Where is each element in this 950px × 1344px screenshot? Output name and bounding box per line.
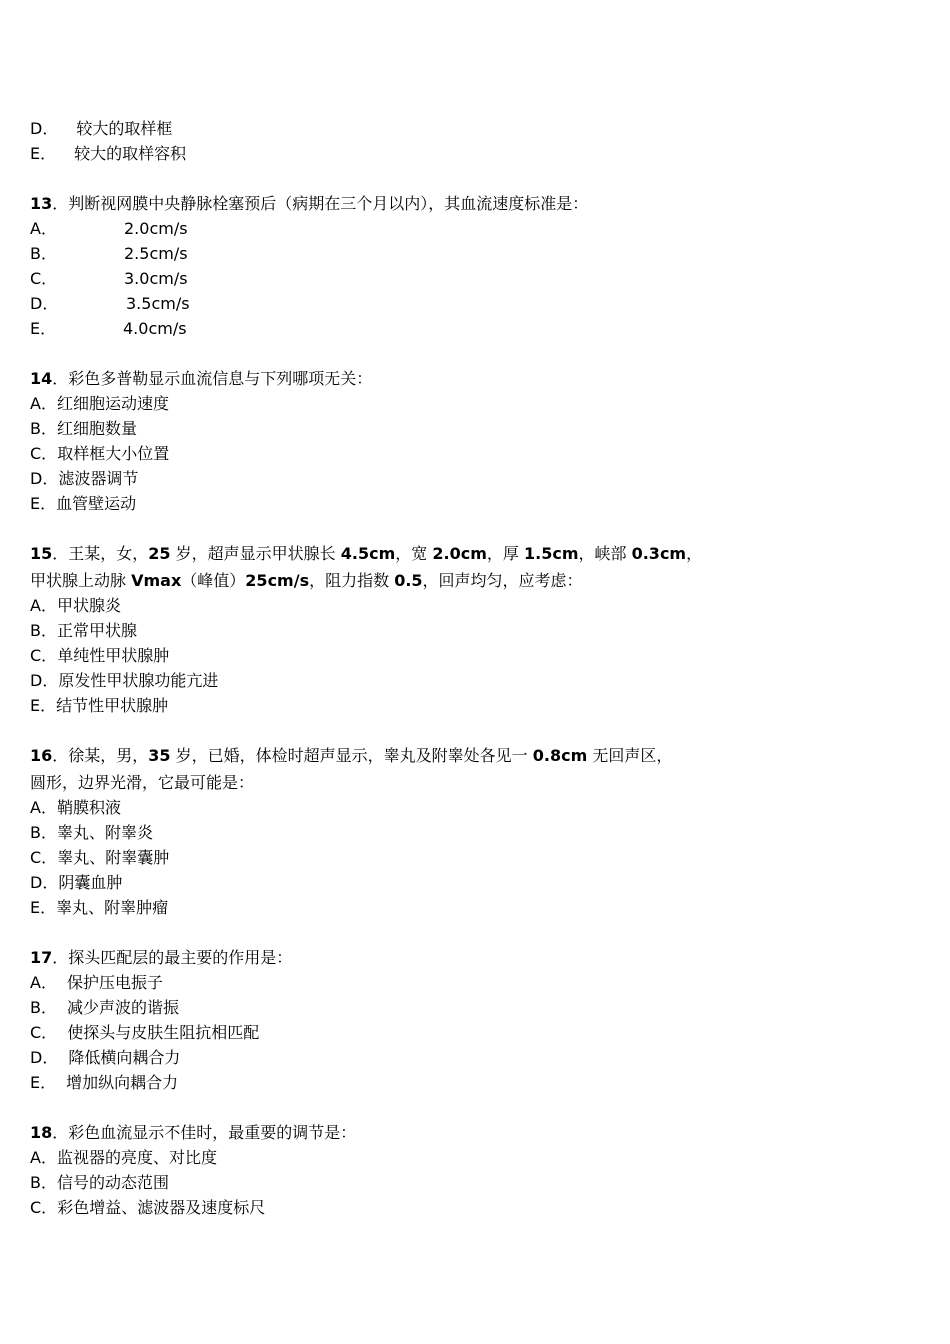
question-number: 16 bbox=[30, 746, 53, 765]
exam-page bbox=[30, 116, 910, 1220]
option-q14-a: A．红细胞运动速度 bbox=[30, 394, 169, 413]
option-q18-b: B．信号的动态范围 bbox=[30, 1173, 170, 1192]
option-q15-e: E．结节性甲状腺肿 bbox=[30, 696, 169, 715]
question-17: 17．探头匹配层的最主要的作用是： bbox=[30, 948, 293, 967]
option-q17-c: C． 使探头与皮肤生阻抗相匹配 bbox=[30, 1023, 260, 1042]
option-q17-d: D． 降低横向耦合力 bbox=[30, 1048, 181, 1067]
question-13: 13．判断视网膜中央静脉栓塞预后（病期在三个月以内），其血流速度标准是： bbox=[30, 194, 589, 213]
option-q16-e: E．睾丸、附睾肿瘤 bbox=[30, 898, 169, 917]
question-number: 17 bbox=[30, 948, 53, 967]
option-q17-b: B． 减少声波的谐振 bbox=[30, 998, 180, 1017]
question-16-cont: 圆形，边界光滑，它最可能是： bbox=[30, 773, 255, 792]
option-q13-e: E． 4.0cm/s bbox=[30, 319, 187, 338]
option-q16-b: B．睾丸、附睾炎 bbox=[30, 823, 154, 842]
question-number: 15 bbox=[30, 544, 53, 563]
option-q18-a: A．监视器的亮度、对比度 bbox=[30, 1148, 217, 1167]
option-q16-c: C．睾丸、附睾囊肿 bbox=[30, 848, 170, 867]
question-number: 14 bbox=[30, 369, 53, 388]
option-q15-a: A．甲状腺炎 bbox=[30, 596, 121, 615]
option-q16-a: A．鞘膜积液 bbox=[30, 798, 121, 817]
option-q17-e: E． 增加纵向耦合力 bbox=[30, 1073, 179, 1092]
option-q13-c: C． 3.0cm/s bbox=[30, 269, 188, 288]
option-q12-d: D． 较大的取样框 bbox=[30, 119, 173, 138]
question-15-cont: 甲状腺上动脉 Vmax（峰值）25cm/s，阻力指数 0.5，回声均匀，应考虑： bbox=[30, 571, 583, 590]
option-q14-e: E．血管壁运动 bbox=[30, 494, 137, 513]
option-q17-a: A． 保护压电振子 bbox=[30, 973, 163, 992]
option-q16-d: D．阴囊血肿 bbox=[30, 873, 123, 892]
option-q13-d: D． 3.5cm/s bbox=[30, 294, 190, 313]
option-q13-a: A． 2.0cm/s bbox=[30, 219, 188, 238]
option-q15-d: D．原发性甲状腺功能亢进 bbox=[30, 671, 219, 690]
question-18: 18．彩色血流显示不佳时，最重要的调节是： bbox=[30, 1123, 357, 1142]
option-q14-c: C．取样框大小位置 bbox=[30, 444, 170, 463]
question-16: 16．徐某，男，35 岁，已婚，体检时超声显示，睾丸及附睾处各见一 0.8cm 无回声区， bbox=[30, 746, 673, 765]
question-text: 彩色血流显示不佳时，最重要的调节是： bbox=[68, 1123, 357, 1142]
option-q15-c: C．单纯性甲状腺肿 bbox=[30, 646, 170, 665]
option-q14-b: B．红细胞数量 bbox=[30, 419, 138, 438]
question-text: 探头匹配层的最主要的作用是： bbox=[68, 948, 293, 967]
option-q12-e: E． 较大的取样容积 bbox=[30, 144, 187, 163]
question-number: 18 bbox=[30, 1123, 53, 1142]
question-14: 14．彩色多普勒显示血流信息与下列哪项无关： bbox=[30, 369, 373, 388]
option-q15-b: B．正常甲状腺 bbox=[30, 621, 138, 640]
question-number: 13 bbox=[30, 194, 53, 213]
option-q18-c: C．彩色增益、滤波器及速度标尺 bbox=[30, 1198, 266, 1217]
question-text: 彩色多普勒显示血流信息与下列哪项无关： bbox=[68, 369, 373, 388]
option-q13-b: B． 2.5cm/s bbox=[30, 244, 188, 263]
question-text: 判断视网膜中央静脉栓塞预后（病期在三个月以内），其血流速度标准是： bbox=[68, 194, 589, 213]
question-15: 15．王某，女，25 岁，超声显示甲状腺长 4.5cm，宽 2.0cm，厚 1.5cm，峡部 0.3cm， bbox=[30, 544, 703, 563]
option-q14-d: D．滤波器调节 bbox=[30, 469, 139, 488]
